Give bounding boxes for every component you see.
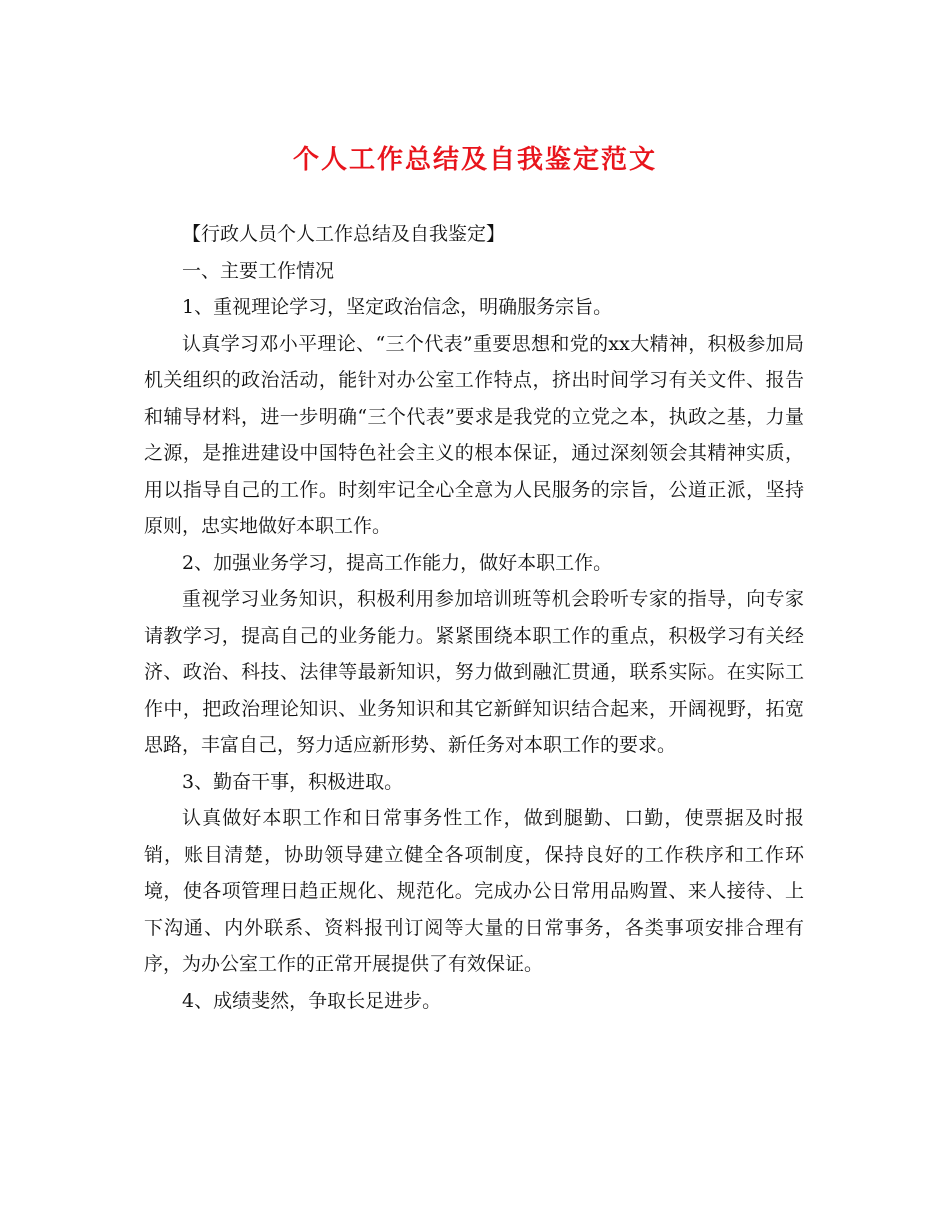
section-subtitle: 【行政人员个人工作总结及自我鉴定】 xyxy=(182,223,506,245)
item-heading-3: 3、勤奋干事，积极进取。 xyxy=(182,770,404,793)
section-heading-main-work: 一、主要工作情况 xyxy=(182,259,335,282)
item-paragraph-2: 重视学习业务知识，积极利用参加培训班等机会聆听专家的指导，向专家请教学习，提高自己的业务能力。紧紧围绕本职工作的重点，积极学习有关经济、政治、科技、法律等最新知识，努力做到融汇贯通，联系实际。在实际工作中，把政治理论知识、业务知识和其它新鲜知识结合起来，开阔视野，拓宽思路，丰富自己，努力适应新形势、新任务对本职工作的要求。 xyxy=(144,588,804,756)
item-heading-2: 2、加强业务学习，提高工作能力，做好本职工作。 xyxy=(182,551,613,574)
item-paragraph-3: 认真做好本职工作和日常事务性工作，做到腿勤、口勤，使票据及时报销，账目清楚，协助领导建立健全各项制度，保持良好的工作秩序和工作环境，使各项管理日趋正规化、规范化。完成办公日常用品购置、来人接待、上下沟通、内外联系、资料报刊订阅等大量的日常事务，各类事项安排合理有序，为办公室工作的正常开展提供了有效保证。 xyxy=(144,807,804,975)
document-title: 个人工作总结及自我鉴定范文 xyxy=(292,145,657,175)
item-heading-4: 4、成绩斐然，争取长足进步。 xyxy=(182,989,442,1012)
document-body xyxy=(144,216,804,1019)
item-paragraph-1: 认真学习邓小平理论、“三个代表”重要思想和党的xx大精神，积极参加局机关组织的政治活动，能针对办公室工作特点，挤出时间学习有关文件、报告和辅导材料，进一步明确“三个代表”要求是我党的立党之本，执政之基，力量之源，是推进建设中国特色社会主义的根本保证，通过深刻领会其精神实质，用以指导自己的工作。时刻牢记全心全意为人民服务的宗旨，公道正派，坚持原则，忠实地做好本职工作。 xyxy=(144,332,804,537)
item-heading-1: 1、重视理论学习，坚定政治信念，明确服务宗旨。 xyxy=(182,296,613,318)
